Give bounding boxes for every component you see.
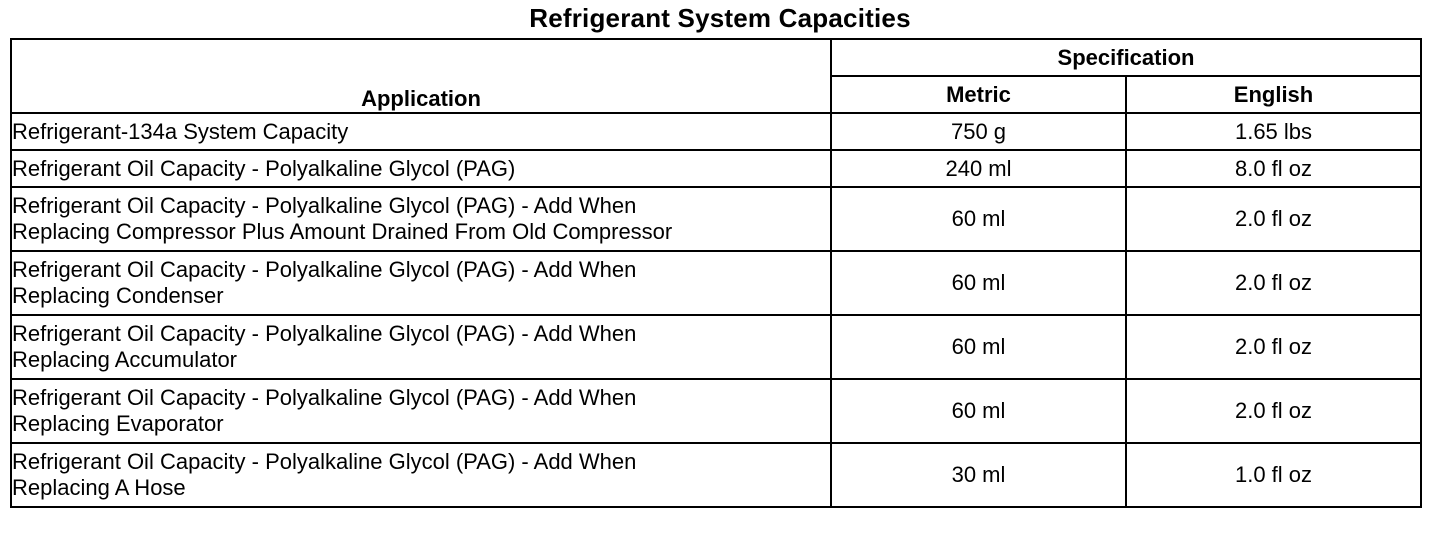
column-header-application: Application	[11, 39, 831, 113]
english-cell: 8.0 fl oz	[1126, 150, 1421, 187]
table-row	[11, 443, 1421, 507]
application-line-2: Replacing Compressor Plus Amount Drained From Old Compressor	[12, 219, 673, 244]
metric-cell: 60 ml	[831, 187, 1126, 251]
english-cell: 2.0 fl oz	[1126, 187, 1421, 251]
capacities-table	[10, 38, 1422, 508]
metric-cell: 750 g	[831, 113, 1126, 150]
table-row	[11, 187, 1421, 251]
application-cell	[11, 315, 831, 379]
application-cell	[11, 187, 831, 251]
table-row	[11, 150, 1421, 187]
application-cell: Refrigerant Oil Capacity - Polyalkaline Glycol (PAG)	[11, 150, 831, 187]
application-cell	[11, 443, 831, 507]
column-header-english: English	[1126, 76, 1421, 113]
table-row	[11, 251, 1421, 315]
application-line-2: Replacing Accumulator	[12, 347, 238, 372]
application-line-2: Replacing A Hose	[12, 475, 186, 500]
application-line-1: Refrigerant Oil Capacity - Polyalkaline Glycol (PAG) - Add When	[12, 193, 637, 218]
column-header-specification: Specification	[831, 39, 1421, 76]
column-header-metric: Metric	[831, 76, 1126, 113]
metric-cell: 30 ml	[831, 443, 1126, 507]
table-header	[11, 39, 1421, 113]
application-line-2: Replacing Condenser	[12, 283, 224, 308]
table-row	[11, 315, 1421, 379]
metric-cell: 60 ml	[831, 315, 1126, 379]
application-line-1: Refrigerant Oil Capacity - Polyalkaline Glycol (PAG) - Add When	[12, 321, 637, 346]
application-cell: Refrigerant-134a System Capacity	[11, 113, 831, 150]
metric-cell: 240 ml	[831, 150, 1126, 187]
table-row	[11, 113, 1421, 150]
page-title: Refrigerant System Capacities	[529, 3, 911, 33]
english-cell: 1.65 lbs	[1126, 113, 1421, 150]
application-cell	[11, 251, 831, 315]
english-cell: 1.0 fl oz	[1126, 443, 1421, 507]
application-line-1: Refrigerant Oil Capacity - Polyalkaline Glycol (PAG) - Add When	[12, 449, 637, 474]
table-body	[11, 113, 1421, 507]
english-cell: 2.0 fl oz	[1126, 315, 1421, 379]
application-cell	[11, 379, 831, 443]
application-line-1: Refrigerant Oil Capacity - Polyalkaline Glycol (PAG) - Add When	[12, 257, 637, 282]
table-row	[11, 379, 1421, 443]
english-cell: 2.0 fl oz	[1126, 251, 1421, 315]
application-line-1: Refrigerant Oil Capacity - Polyalkaline Glycol (PAG) - Add When	[12, 385, 637, 410]
metric-cell: 60 ml	[831, 379, 1126, 443]
application-line-2: Replacing Evaporator	[12, 411, 224, 436]
english-cell: 2.0 fl oz	[1126, 379, 1421, 443]
metric-cell: 60 ml	[831, 251, 1126, 315]
